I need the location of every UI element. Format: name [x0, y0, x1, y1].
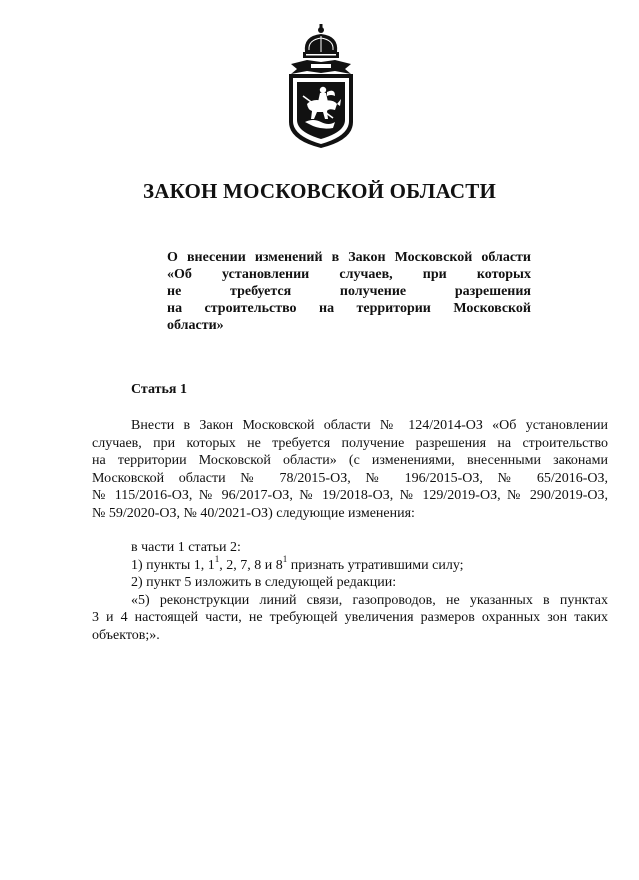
quote-line: 3 и 4 настоящей части, не требующей увеличения размеров охранных зон таких: [92, 610, 608, 625]
law-subject: [167, 249, 531, 334]
coat-of-arms-emblem: [283, 22, 359, 150]
superscript: 1: [282, 553, 288, 564]
paragraph-line: № 59/2020-ОЗ, № 40/2021-ОЗ) следующие изменения:: [92, 505, 415, 521]
subject-line: «Об установлении случаев, при которых: [167, 267, 531, 282]
superscript: 1: [214, 553, 220, 564]
subject-line: О внесении изменений в Закон Московской области: [167, 250, 531, 265]
article-body: [92, 417, 608, 644]
quote-line: «5) реконструкции линий связи, газопроводов, не указанных в пунктах: [131, 592, 608, 608]
document-title: ЗАКОН МОСКОВСКОЙ ОБЛАСТИ: [142, 179, 497, 203]
crown-icon: [303, 24, 339, 58]
main-paragraph: [92, 417, 608, 522]
item-1-text: признать утратившими силу;: [287, 557, 464, 573]
article-heading: Статья 1: [131, 382, 187, 397]
paragraph-line: Внести в Закон Московской области № 124/2014-ОЗ «Об установлении: [131, 418, 608, 433]
paragraph-line: случаев, при которых не требуется получение разрешения на строительство: [92, 435, 608, 451]
quote-line: объектов;».: [92, 627, 160, 643]
quoted-amendment: [92, 592, 608, 645]
subject-line: области»: [167, 318, 224, 333]
item-1-text: 1) пункты 1, 1: [131, 557, 215, 573]
part-intro: в части 1 статьи 2:: [131, 540, 241, 555]
item-1-text: , 2, 7, 8 и 8: [219, 557, 283, 573]
paragraph-line: на территории Московской области» (с изменениями, внесенными законами: [92, 453, 608, 468]
paragraph-line: Московской области № 78/2015-ОЗ, № 196/2015-ОЗ, № 65/2016-ОЗ,: [92, 470, 608, 486]
item-2: 2) пункт 5 изложить в следующей редакции:: [131, 575, 397, 590]
item-1: [92, 553, 608, 575]
ribbon-icon: [291, 60, 351, 74]
subject-line: на строительство на территории Московской: [167, 301, 531, 316]
subject-line: не требуется получение разрешения: [167, 284, 531, 299]
paragraph-line: № 115/2016-ОЗ, № 96/2017-ОЗ, № 19/2018-ОЗ, № 129/2019-ОЗ, № 290/2019-ОЗ,: [92, 488, 608, 503]
